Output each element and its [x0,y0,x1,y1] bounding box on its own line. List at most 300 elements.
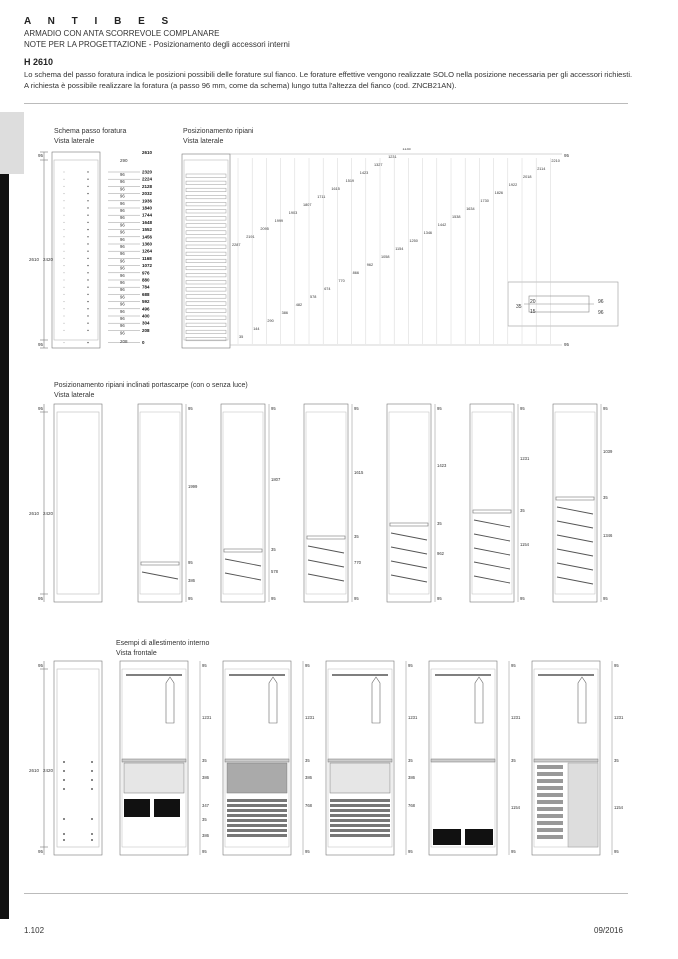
unit-top: 95 [188,406,193,411]
detail-20: 20 [530,299,536,305]
shoe-rack [330,824,390,827]
shelf [186,245,226,249]
interior-unit [532,661,624,855]
unit-c: 1154 [511,805,521,810]
unit-upper: 1423 [437,463,447,468]
hole-dot [64,330,65,331]
ripiani-subtitle: Vista laterale [183,138,224,145]
hole-dot [87,200,88,201]
inclined-shelf [557,507,593,514]
inclined-shelf [225,559,261,566]
inclined-shelf [142,572,178,579]
shelf [186,259,226,263]
inclined-shelf [557,535,593,542]
unit-bottom: 95 [603,596,608,601]
unit-shelf [224,549,262,552]
shelf [186,195,226,199]
unit-frame [387,404,431,602]
hole-value: 1552 [142,227,153,233]
hole-dot [87,222,88,223]
unit-f: 386 [202,833,209,838]
shelf [186,252,226,256]
unit-frame [553,404,597,602]
unit-bottom: 95 [202,849,207,854]
unit-lower: 1154 [520,542,530,547]
unit-shelf [225,759,289,762]
shoe-rack [227,804,287,807]
notes-subtitle: NOTE PER LA PROGETTAZIONE - Posizionamento degli accessori interni [24,40,290,49]
stair-bottom-label: 962 [366,263,374,267]
hole-dot [64,258,65,259]
unit-a: 1231 [202,715,212,720]
hole-dot [87,272,88,273]
hole-dot [64,215,65,216]
stair-top-label: 1519 [345,179,355,183]
shoe-rack [330,819,390,822]
hole-value: 208 [142,327,150,333]
hole-dot [87,301,88,302]
unit-a: 1231 [408,715,418,720]
unit-mid: 35 [437,521,442,526]
s1-right-top: 95 [564,153,570,158]
shelf [186,238,226,242]
shoe-rack [227,824,287,827]
unit-inner [306,412,346,594]
stair-top-label: 1807 [303,203,312,207]
hole-pitch: 96 [120,215,125,221]
unit-upper: 1039 [603,449,613,454]
stair-bottom-label: 290 [267,319,274,323]
unit-d: 768 [305,803,312,808]
unit-upper: 1231 [520,456,530,461]
hole-pitch: 96 [120,330,125,336]
unit-c: 386 [408,775,415,780]
stair-top-label: 1423 [359,171,369,175]
hole-value: 1936 [142,198,153,204]
drawer-block [227,763,287,793]
hole-dot [64,287,65,288]
unit-mid: 35 [271,547,276,552]
inclined-shelf [557,521,593,528]
hole-pitch: 96 [120,236,125,242]
s3-dim-top: 95 [38,663,44,668]
shoe-rack [330,829,390,832]
shoe-rack [537,793,563,797]
unit-bottom: 95 [305,849,310,854]
stair-top-label: 1327 [374,163,383,167]
unit-top: 95 [408,663,413,668]
inclined-shelf [557,577,593,584]
hole-value: 1744 [142,212,153,218]
hole-dot [64,193,65,194]
hole-dot [87,315,88,316]
hole-pitch: 96 [120,265,125,271]
shelf [186,316,226,320]
stair-bottom-label: 144 [253,327,260,331]
hole-value: 2128 [142,183,153,189]
section2-drawing [24,402,632,606]
hole-dot [64,251,65,252]
garment-icon [166,677,174,723]
unit-top: 95 [202,663,207,668]
unit-frame [304,404,348,602]
unit-bottom: 95 [437,596,442,601]
unit-inner [140,412,180,594]
hole-pitch: 96 [120,172,125,177]
hole-dot [64,272,65,273]
shoe-rack [330,809,390,812]
shelf [186,273,226,277]
shelf [186,330,226,334]
hole-value: 400 [142,313,150,319]
hole-dot [87,236,88,237]
stair-bottom-label: 674 [324,287,331,291]
section3-drawing [24,659,632,859]
inclined-shelf [391,575,427,582]
shelf [186,210,226,214]
header-divider [24,103,628,104]
inclined-shelf [391,561,427,568]
inclined-shelf [225,573,261,580]
shoe-rack [537,835,563,839]
stair-bottom-label: 578 [310,295,317,299]
stair-top-label: 2287 [232,243,241,247]
unit-c: 386 [305,775,312,780]
hole-pitch: 96 [120,323,125,329]
s3-dim-bottom: 95 [38,849,44,854]
stair-bottom-label: 1634 [466,207,475,211]
shoe-unit [138,404,198,602]
hole-pitch: 96 [120,193,125,199]
stair-bottom-label: 2210 [551,159,560,163]
footer-date: 09/2016 [594,926,623,935]
hole-dot [64,301,65,302]
garment-icon [475,677,483,723]
garment-icon [269,677,277,723]
hole-dot [87,330,88,331]
hole-value: 880 [142,277,150,283]
hole-dot [64,229,65,230]
unit-shelf [473,510,511,513]
hole-value: 1264 [142,248,153,254]
unit-frame [120,661,188,855]
hole-value: 1648 [142,219,153,225]
stair-bottom-label: 770 [338,279,345,283]
hole-pitch: 96 [120,294,125,300]
hole-dot [87,287,88,288]
shelf [186,231,226,235]
unit-mid: 95 [188,560,193,565]
unit-b: 35 [408,758,413,763]
hole-value: 1840 [142,205,153,211]
hole-pitch: 96 [120,229,125,235]
unit-top: 95 [614,663,619,668]
basket [154,799,180,817]
hole-dot [64,186,65,187]
shoe-rack [537,772,563,776]
intro-paragraph: Lo schema del passo foratura indica le posizioni possibili delle forature sul fianco. Le forature effettive vengono realizzate SOLO nella posizione necessaria per gli accessori richiesti. A richiesta è possibile realizzare la foratura (a passo 96 mm, come da schema) lungo tutta l'altezza del fianco (cod. ZNCB21AN). [24,70,633,90]
unit-shelf [307,536,345,539]
stair-bottom-label: 1922 [508,183,518,187]
shelf [186,224,226,228]
hole-value: 688 [142,291,150,297]
schema-holes [64,170,153,346]
detail-15: 15 [530,309,536,315]
shelf [186,281,226,285]
hole-value: 592 [142,299,150,305]
unit-shelf [534,759,598,762]
basket [433,829,461,845]
s3-dim-total: 2610 [29,768,40,773]
hole-value: 976 [142,270,150,276]
unit-frame [429,661,497,855]
hole-dot [87,186,88,187]
stair-top-label: 2191 [246,235,255,239]
shoe-rack [227,834,287,837]
stair-top-label: 1903 [288,211,298,215]
hole-dot [64,308,65,309]
interior-unit [120,661,212,855]
unit-shelf [556,497,594,500]
s2-dim-bottom: 95 [38,596,44,601]
hole-dot [64,179,65,180]
hole-value: 1072 [142,263,153,269]
unit-top: 95 [520,406,525,411]
stair-bottom-label: 1154 [395,247,404,251]
stair-bottom-label: 35 [239,335,244,339]
shoe-rack [537,821,563,825]
hole-dot [87,265,88,266]
section2-subtitle: Vista laterale [54,392,95,399]
hole-dot [64,316,65,317]
shelf [186,181,226,185]
inclined-shelf [474,576,510,583]
hole-pitch: 96 [120,287,125,293]
unit-shelf [390,523,428,526]
section2-title: Posizionamento ripiani inclinati portascarpe (con o senza luce) [54,382,248,389]
unit-inner [223,412,263,594]
s2-dim-top: 95 [38,406,44,411]
unit-top: 95 [305,663,310,668]
stair-bottom-label: 1538 [452,215,461,219]
hole-value: 1168 [142,255,152,261]
unit-d: 768 [408,803,415,808]
section1-drawing [24,148,624,358]
unit-inner [122,669,186,847]
page-number: 1.102 [24,926,45,935]
unit-e: 35 [202,817,207,822]
stair-bottom-label: 386 [281,311,288,315]
garment-icon [372,677,380,723]
shelf [186,188,226,192]
hole-value: 1360 [142,241,153,247]
stair-bottom-label: 2114 [537,167,546,171]
unit-b: 35 [202,758,207,763]
stair-top-label: 1711 [317,195,326,199]
stair-top-label: 1615 [331,187,340,191]
hole-dot [87,229,88,230]
stair-bottom-label: 1826 [494,191,504,195]
inclined-shelf [391,533,427,540]
unit-frame [470,404,514,602]
hole-dot [87,323,88,324]
hole-pitch: 96 [120,316,125,321]
s1-top-2610: 2610 [142,150,153,155]
unit-bottom: 95 [511,849,516,854]
hole-value: 2320 [142,169,153,175]
footer-divider [24,893,628,894]
unit-mid: 35 [603,495,608,500]
shoe-unit [387,404,447,602]
shoe-unit [304,404,364,602]
shelf [186,323,226,327]
shoe-rack [330,814,390,817]
hole-dot [87,193,88,194]
hole-pitch: 96 [120,222,125,228]
hole-dot [87,251,88,252]
stair-bottom-label: 482 [295,303,303,307]
shoe-unit [470,404,530,602]
garment-icon [578,677,586,723]
shelf [186,266,226,270]
unit-b: 35 [305,758,310,763]
brand-title: A N T I B E S [24,16,176,27]
unit-upper: 1807 [271,477,281,482]
hole-pitch: 96 [120,179,125,185]
detail-96b: 96 [598,310,604,316]
stair-bottom-label: 2018 [523,175,532,179]
unit-inner [431,669,495,847]
shelf [186,202,226,206]
hole-dot [87,258,88,259]
hole-value: 784 [142,284,150,290]
unit-upper: 1999 [188,484,198,489]
shelf [186,217,226,221]
hole-dot [87,215,88,216]
side-stripe [0,174,9,919]
inclined-shelf [308,560,344,567]
drawer-block [330,763,390,793]
unit-top: 95 [511,663,516,668]
basket [124,799,150,817]
basket [465,829,493,845]
shoe-rack [537,786,563,790]
unit-lower: 578 [271,569,278,574]
shoe-rack [537,765,563,769]
drawer-block [124,763,184,793]
shelf [186,309,226,313]
hole-pitch: 96 [120,244,125,249]
ripiani-title: Posizionamento ripiani [183,128,254,135]
inclined-shelf [474,562,510,569]
hole-pitch: 96 [120,200,125,206]
hole-dot [64,280,65,281]
unit-top: 95 [271,406,276,411]
s2-dim-inner: 2420 [43,511,54,516]
s2-units [138,404,632,602]
hole-dot [87,294,88,295]
hole-pitch: 96 [120,258,125,264]
stair-top-label: 1999 [274,219,284,223]
unit-b: 35 [614,758,619,763]
unit-inner [472,412,512,594]
section3-subtitle: Vista frontale [116,650,157,657]
stair-top-label: 1231 [388,155,397,159]
unit-lower: 962 [437,551,444,556]
hole-dot [64,208,65,209]
side-tab [0,112,24,174]
shelf [186,288,226,292]
shoe-rack [227,819,287,822]
interior-unit [429,661,521,855]
unit-bottom: 95 [520,596,525,601]
shoe-rack [537,814,563,818]
unit-a: 1231 [511,715,521,720]
stair-top-label: 2095 [260,227,269,231]
shoe-rack [537,828,563,832]
shoe-rack [227,829,287,832]
unit-c: 1154 [614,805,624,810]
hole-dot [64,200,65,201]
hole-dot [87,171,88,172]
shelf [186,302,226,306]
section3-title: Esempi di allestimento interno [116,640,210,647]
hole-pitch: 96 [120,208,125,213]
s3-dim-inner: 2420 [43,768,54,773]
detail-96a: 96 [598,299,604,305]
inclined-shelf [474,548,510,555]
unit-shelf [141,562,179,565]
interior-unit [223,661,315,855]
unit-shelf [431,759,495,762]
hole-value: 2224 [142,176,153,182]
hole-value: 2032 [142,191,153,197]
unit-top: 95 [354,406,359,411]
hole-value: 0 [142,340,145,346]
schema-title: Schema passo foratura [54,128,127,135]
shelf [186,174,226,178]
s1-right-bottom: 95 [564,342,570,347]
shoe-rack [537,779,563,783]
hole-dot [64,236,65,237]
hole-dot [87,207,88,208]
unit-bottom: 95 [408,849,413,854]
shoe-rack [227,799,287,802]
shelf [186,295,226,299]
stair-bottom-label: 1058 [381,255,390,259]
hole-dot [87,308,88,309]
unit-lower: 386 [188,578,195,583]
unit-lower: 1346 [603,533,613,538]
s1-top-290: 290 [120,158,128,163]
hole-dot [64,265,65,266]
unit-mid: 35 [520,508,525,513]
shoe-rack [330,834,390,837]
unit-shelf [122,759,186,762]
stair-bottom-label: 1442 [437,223,447,227]
unit-d: 347 [202,803,209,808]
hole-pitch: 96 [120,251,125,257]
unit-top: 95 [603,406,608,411]
shoe-unit [221,404,281,602]
unit-c: 386 [202,775,209,780]
inclined-shelf [474,520,510,527]
s1-dim-bottom: 95 [38,342,44,347]
hole-pitch: 96 [120,280,125,285]
shoe-rack [537,807,563,811]
s1-dim-top: 95 [38,153,44,158]
unit-b: 35 [511,758,516,763]
